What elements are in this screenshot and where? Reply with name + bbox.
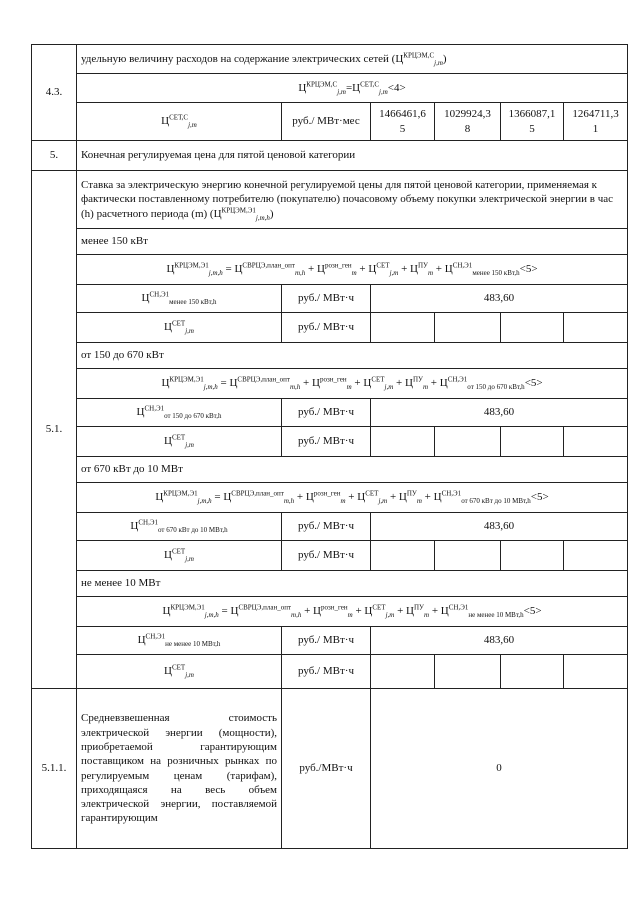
- formula: $Ц^{КРЦЭМ,Э1}_{j,m,h} = Ц^{СВРЦЭ,план\_опт}_{m,h} + Ц^{розн\_ген}_m + Ц^{СЕТ}_{j,m} + Ц^{ПУ}_m + Ц^{СН,Э1}_{менее 150 кВт,h}<5>$: [77, 255, 628, 285]
- formula-row: [32, 255, 628, 285]
- value-cell: [435, 427, 501, 457]
- formula: $Ц^{КРЦЭМ,Э1}_{j,m,h} = Ц^{СВРЦЭ,план\_опт}_{m,h} + Ц^{розн\_ген}_m + Ц^{СЕТ}_{j,m} + Ц^{ПУ}_m + Ц^{СН,Э1}_{от 150 до 670 кВт,h}<5>$: [77, 369, 628, 399]
- set-row: [32, 313, 628, 343]
- group-label: [32, 571, 628, 597]
- value-cell: 1466461,6 5: [371, 103, 435, 141]
- value-cell: [371, 427, 435, 457]
- group-label: [32, 457, 628, 483]
- row-5-1: [32, 171, 628, 229]
- sn-value: 483,60: [371, 285, 628, 313]
- group-label-text: менее 150 кВт: [77, 229, 628, 255]
- sn-row: [32, 285, 628, 313]
- unit-cell: руб./ МВт·ч: [282, 313, 371, 343]
- value-cell: 0: [371, 689, 628, 849]
- value-cell: [564, 541, 628, 571]
- value-cell: [564, 655, 628, 689]
- row-text: Средневзвешенная стоимость электрической энергии (мощности), приобретаемой гарантирующим поставщиком на розничных рынках по регулируемым ценам (тарифам), приходящаяся на весь объем электрической энергии, поставляемой гарантирующим: [77, 689, 282, 849]
- row-number: 5.1.: [32, 171, 77, 689]
- value-cell: [371, 313, 435, 343]
- unit-cell: руб./ МВт·ч: [282, 655, 371, 689]
- tariff-table: [31, 44, 628, 849]
- sn-row: [32, 627, 628, 655]
- value-cell: [371, 655, 435, 689]
- sn-row: [32, 399, 628, 427]
- sn-value: 483,60: [371, 399, 628, 427]
- sn-value: 483,60: [371, 513, 628, 541]
- unit-cell: руб./ МВт·ч: [282, 541, 371, 571]
- unit-cell: руб./ МВт·ч: [282, 427, 371, 457]
- sn-row: [32, 513, 628, 541]
- value-cell: 1264711,3 1: [564, 103, 628, 141]
- value-cell: 1366087,1 5: [501, 103, 564, 141]
- set-row: [32, 427, 628, 457]
- unit-cell: руб./ МВт·ч: [282, 399, 371, 427]
- unit-cell: руб./МВт·ч: [282, 689, 371, 849]
- value-cell: [501, 313, 564, 343]
- formula-row: [32, 483, 628, 513]
- value-cell: [501, 427, 564, 457]
- sn-label: $Ц^{СН,Э1}_{не менее 10 МВт,h}$: [77, 627, 282, 655]
- formula-row: [32, 597, 628, 627]
- value-label: $Ц^{СЕТ,С}_{j,m}$: [77, 103, 282, 141]
- value-cell: [564, 427, 628, 457]
- formula: $Ц^{КРЦЭМ,Э1}_{j,m,h} = Ц^{СВРЦЭ,план\_опт}_{m,h} + Ц^{розн\_ген}_m + Ц^{СЕТ}_{j,m} + Ц^{ПУ}_m + Ц^{СН,Э1}_{от 670 кВт до 10 МВт,h}<5>$: [77, 483, 628, 513]
- value-cell: [501, 541, 564, 571]
- set-row: [32, 541, 628, 571]
- row-4-3-values: [32, 103, 628, 141]
- set-label: $Ц^{СЕТ}_{j,m}$: [77, 427, 282, 457]
- unit-cell: руб./ МВт·ч: [282, 627, 371, 655]
- row-4-3-formula: [32, 74, 628, 103]
- set-label: $Ц^{СЕТ}_{j,m}$: [77, 313, 282, 343]
- row-number: 4.3.: [32, 45, 77, 141]
- row-text: Конечная регулируемая цена для пятой ценовой категории: [77, 141, 628, 171]
- sn-label: $Ц^{СН,Э1}_{от 150 до 670 кВт,h}$: [77, 399, 282, 427]
- row-4-3: [32, 45, 628, 74]
- sn-label: $Ц^{СН,Э1}_{от 670 кВт до 10 МВт,h}$: [77, 513, 282, 541]
- unit-cell: руб./ МВт·ч: [282, 513, 371, 541]
- value-cell: [371, 541, 435, 571]
- row-5: [32, 141, 628, 171]
- value-cell: [435, 655, 501, 689]
- formula-row: [32, 369, 628, 399]
- row-number: 5.1.1.: [32, 689, 77, 849]
- row-text: удельную величину расходов на содержание электрических сетей $(Ц^{КРЦЭМ,С}_{j,m})$: [77, 45, 628, 74]
- group-label-text: не менее 10 МВт: [77, 571, 628, 597]
- group-label-text: от 150 до 670 кВт: [77, 343, 628, 369]
- row-text: Ставка за электрическую энергию конечной регулируемой цены для пятой ценовой категории, применяемая к фактически поставленному потребителю (покупателю) почасовому объему покупки электрической энергии в час (h) расчетного периода (m) $(Ц^{КРЦЭМ,Э1}_{j,m,h})$: [77, 171, 628, 229]
- row-5-1-1: [32, 689, 628, 849]
- set-label: $Ц^{СЕТ}_{j,m}$: [77, 655, 282, 689]
- value-cell: [435, 541, 501, 571]
- set-label: $Ц^{СЕТ}_{j,m}$: [77, 541, 282, 571]
- row-number: 5.: [32, 141, 77, 171]
- formula: $Ц^{КРЦЭМ,Э1}_{j,m,h} = Ц^{СВРЦЭ,план\_опт}_{m,h} + Ц^{розн\_ген}_m + Ц^{СЕТ}_{j,m} + Ц^{ПУ}_m + Ц^{СН,Э1}_{не менее 10 МВт,h}<5>$: [77, 597, 628, 627]
- group-label: [32, 343, 628, 369]
- value-cell: 1029924,3 8: [435, 103, 501, 141]
- group-label-text: от 670 кВт до 10 МВт: [77, 457, 628, 483]
- value-cell: [435, 313, 501, 343]
- formula: $Ц^{КРЦЭМ,С}_{j,m}=Ц^{СЕТ,С}_{j,m}<4>$: [77, 74, 628, 103]
- value-cell: [501, 655, 564, 689]
- group-label: [32, 229, 628, 255]
- sn-label: $Ц^{СН,Э1}_{менее 150 кВт,h}$: [77, 285, 282, 313]
- value-cell: [564, 313, 628, 343]
- unit-cell: руб./ МВт·мес: [282, 103, 371, 141]
- sn-value: 483,60: [371, 627, 628, 655]
- unit-cell: руб./ МВт·ч: [282, 285, 371, 313]
- set-row: [32, 655, 628, 689]
